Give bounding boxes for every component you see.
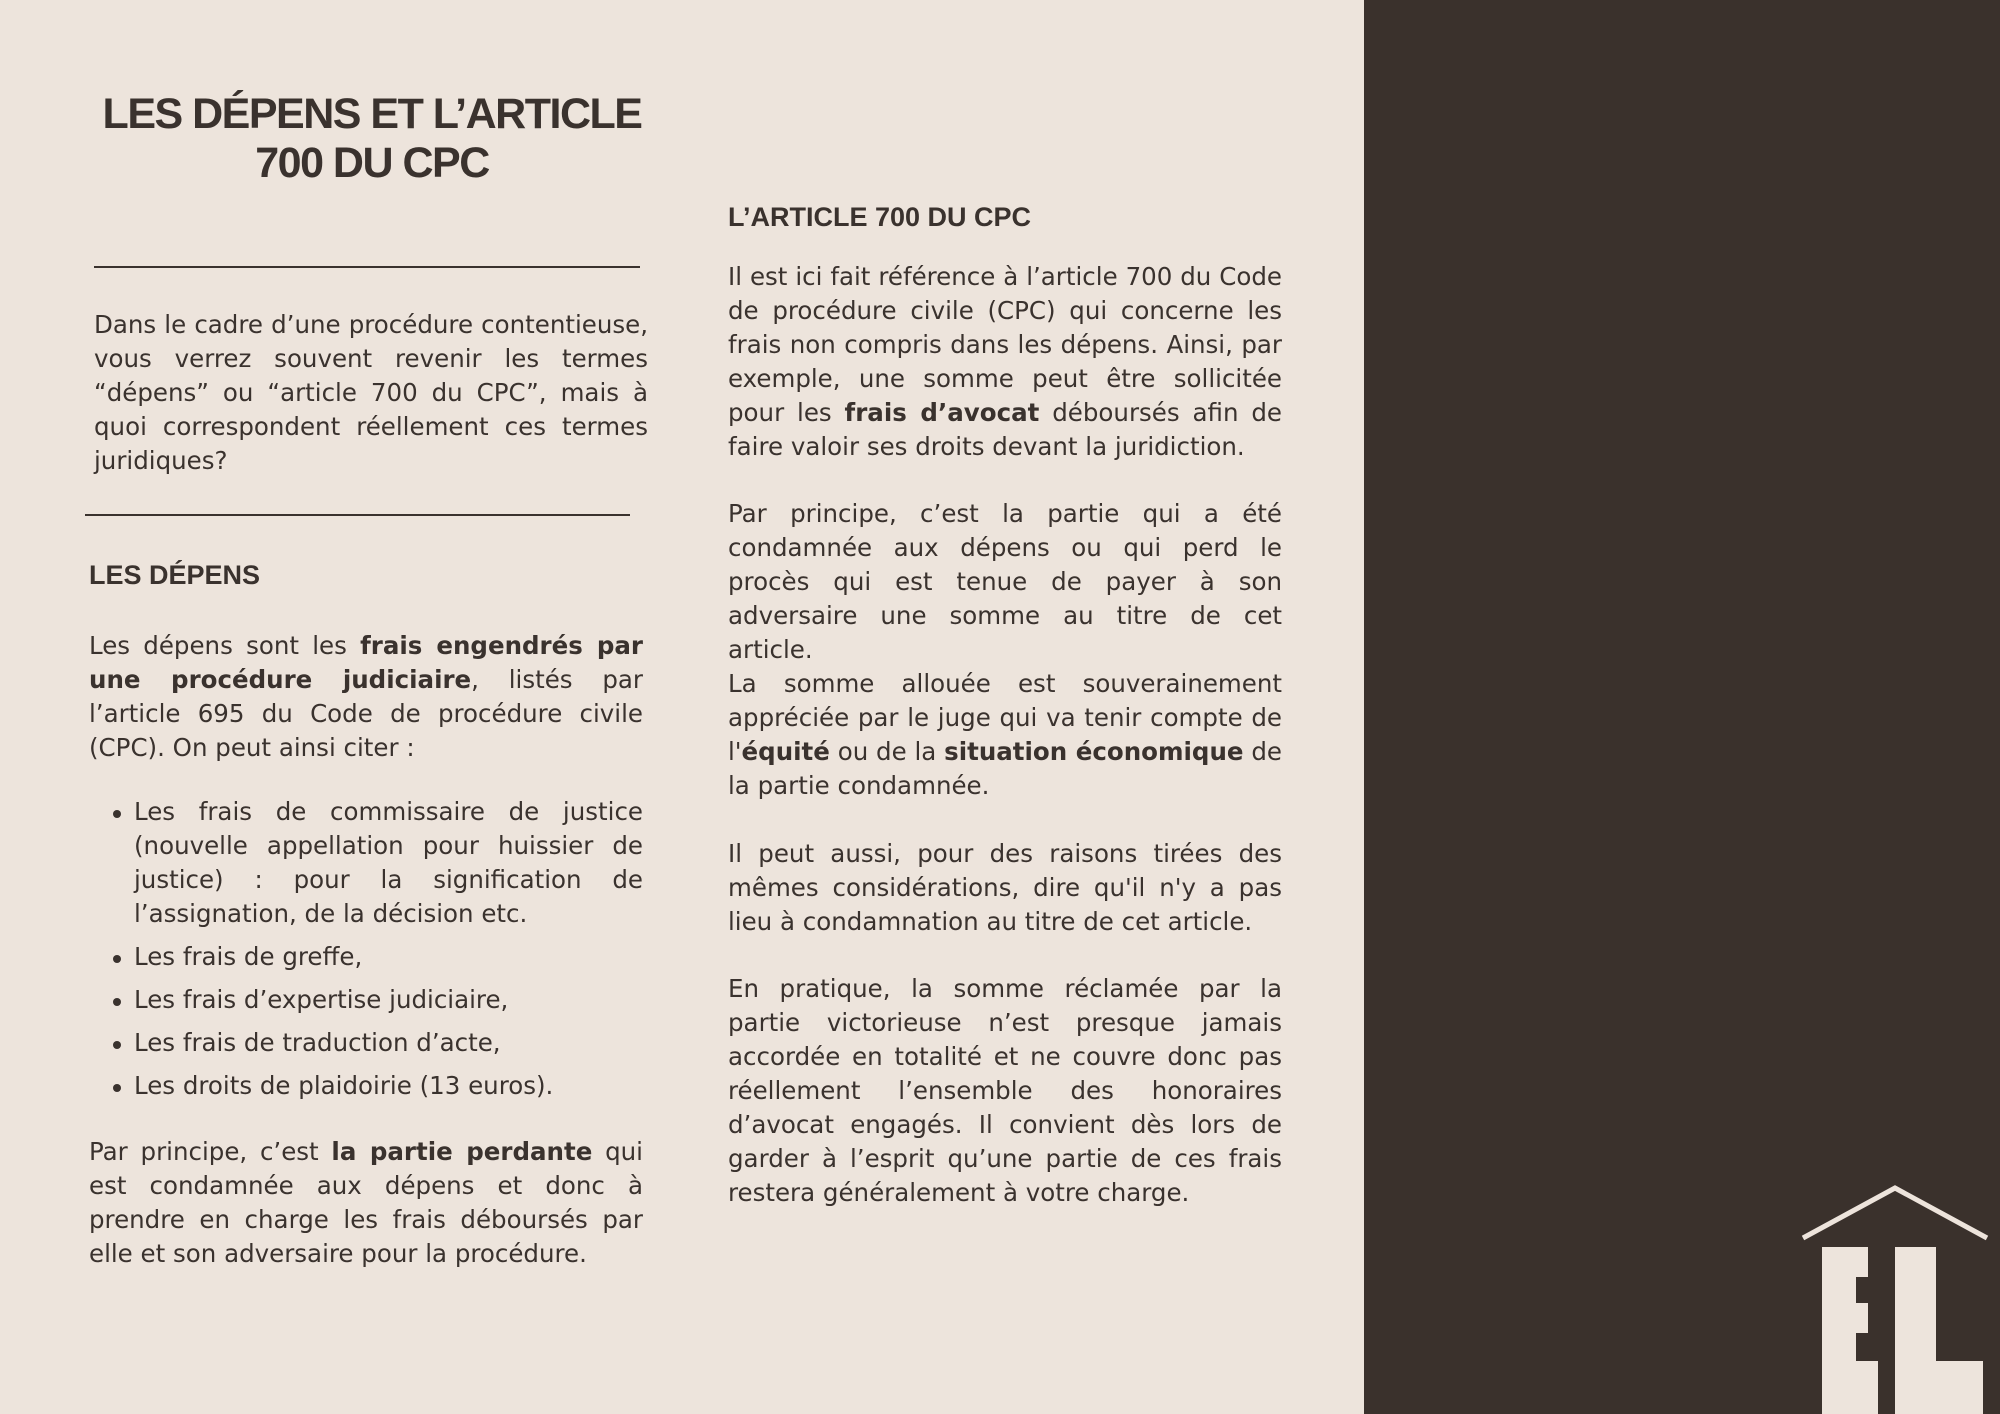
list-item: Les frais de commissaire de justice (nouvelle appellation pour huissier de justice) : pour la signification de l’assignation, de la décision etc.: [89, 795, 643, 931]
list-item: Les frais d’expertise judiciaire,: [89, 983, 643, 1017]
section-heading-article-700: L’ARTICLE 700 DU CPC: [728, 202, 1032, 232]
list-item: Les frais de traduction d’acte,: [89, 1026, 643, 1060]
article700-paragraph-5: En pratique, la somme réclamée par la partie victorieuse n’est presque jamais accordée en totalité et ne couvre donc pas réellement l’ensemble des honoraires d’avocat engagés. Il convient dès lors de garder à l’esprit qu’une partie de ces frais restera généralement à votre charge.: [728, 974, 1282, 1207]
depens-list: [89, 795, 643, 1112]
page-title: LES DÉPENS ET L’ARTICLE 700 DU CPC: [102, 90, 642, 187]
divider-middle: [85, 514, 630, 516]
depens-paragraph-1: Les dépens sont les frais engendrés par une procédure judiciaire, listés par l’article 695 du Code de procédure civile (CPC). On peut ainsi citer :: [89, 631, 644, 762]
depens-paragraph-2: Par principe, c’est la partie perdante qui est condamnée aux dépens et donc à prendre en charge les frais déboursés par elle et son adversaire pour la procédure.: [89, 1137, 643, 1268]
article700-paragraph-4: Il peut aussi, pour des raisons tirées des mêmes considérations, dire qu'il n'y a pas lieu à condamnation au titre de cet article.: [728, 839, 1282, 936]
divider-top: [94, 266, 640, 268]
logo-letter-l: [1895, 1247, 1983, 1414]
logo-icon: [1800, 1185, 1990, 1414]
article700-paragraph-1: Il est ici fait référence à l’article 700 du Code de procédure civile (CPC) qui concerne les frais non compris dans les dépens. Ainsi, par exemple, une somme peut être sollicitée pour les frais d’avocat déboursés afin de faire valoir ses droits devant la juridiction.: [728, 262, 1282, 461]
article700-paragraph-3: La somme allouée est souverainement appréciée par le juge qui va tenir compte de l'équité ou de la situation économique de la partie condamnée.: [728, 669, 1282, 800]
logo-roof: [1803, 1188, 1987, 1238]
logo-letter-e: [1822, 1247, 1878, 1414]
list-item: Les frais de greffe,: [89, 940, 643, 974]
section-heading-depens: LES DÉPENS: [89, 560, 261, 590]
intro-paragraph: Dans le cadre d’une procédure contentieuse, vous verrez souvent revenir les termes “dépens” ou “article 700 du CPC”, mais à quoi correspondent réellement ces termes juridiques?: [94, 310, 648, 475]
list-item: Les droits de plaidoirie (13 euros).: [89, 1069, 643, 1103]
article700-paragraph-2: Par principe, c’est la partie qui a été condamnée aux dépens ou qui perd le procès qui est tenue de payer à son adversaire une somme au titre de cet article.: [728, 499, 1282, 664]
